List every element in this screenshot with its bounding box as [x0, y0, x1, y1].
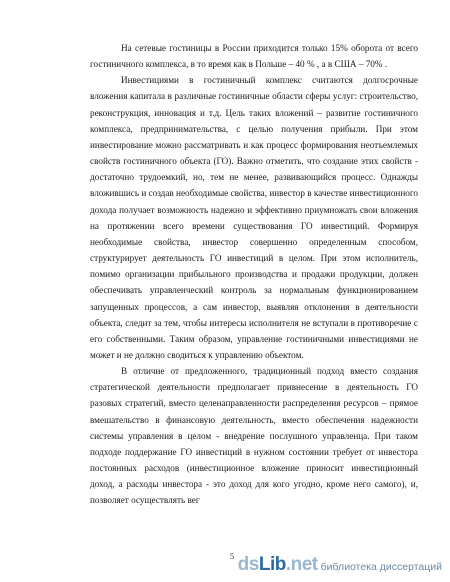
logo-ds: ds	[237, 554, 259, 575]
logo-lib: Lib	[258, 554, 286, 575]
dslib-logo	[238, 554, 318, 576]
paragraph-2: Инвестициями в гостиничный комплекс считаются долгосрочные вложения капитала в различные гостиничные области сферы услуг: строительство, реконструкция, инновация и т.д. Цель таких вложений – развитие гостиничного комплекса, предпринимательства, с целью получения прибыли. При этом инвестирование можно рассматривать и как процесс формирования неотъемлемых свойств гостиничного объекта (ГО). Важно отметить, что создание этих свойств - достаточно трудоемкий, но, тем не менее, развивающийся процесс. Однажды вложившись и создав необходимые свойства, инвестор в качестве инвестиционного дохода получает возможность надежно и эффективно приумножать свои вложения на протяжении всего времени существования ГО инвестиций. Формируя необходимые свойства, инвестор совершенно определенным способом, структурирует деятельность ГО инвестиций в целом. При этом исполнитель, помимо организации прибыльного производства и продажи продукции, должен обеспечивать управленческий контроль за нормальным функционированием запущенных процессов, а сам инвестор, выявляя отклонения в деятельности объекта, следит за тем, чтобы интересы исполнителя не вступали в противоречие с его собственными. Таким образом, управление гостиничными инвестициями не может и не должно сводиться к управлению объектом.	[90, 75, 418, 360]
watermark-caption: библиотека диссертаций	[320, 561, 442, 573]
watermark	[238, 554, 442, 576]
paragraph-1: На сетевые гостиницы в России приходится только 15% оборота от всего гостиничного комплекса, в то время как в Польше – 40 % , а в США – 70% .	[90, 43, 418, 70]
paragraph-3: В отличие от предложенного, традиционный подход вместо создания стратегической деятельности предполагает привнесение в деятельность ГО разовых стратегий, вместо целенаправленности распределения ресурсов – прямое вмешательство в финансовую деятельность, вместо обеспечения надежности системы управления в целом - внедрение послушного управленца. При таком подходе поддержание ГО инвестиций в нужном состоянии требует от инвестора постоянных расходов (инвестиционное вложение приносит инвестиционный доход, а расходы инвестора - это доход для кого угодно, кроме него самого), и, позволяет осуществлять вег	[90, 366, 418, 506]
logo-net: .net	[285, 554, 318, 575]
body-text	[90, 40, 418, 509]
page-number: 5	[230, 552, 234, 561]
